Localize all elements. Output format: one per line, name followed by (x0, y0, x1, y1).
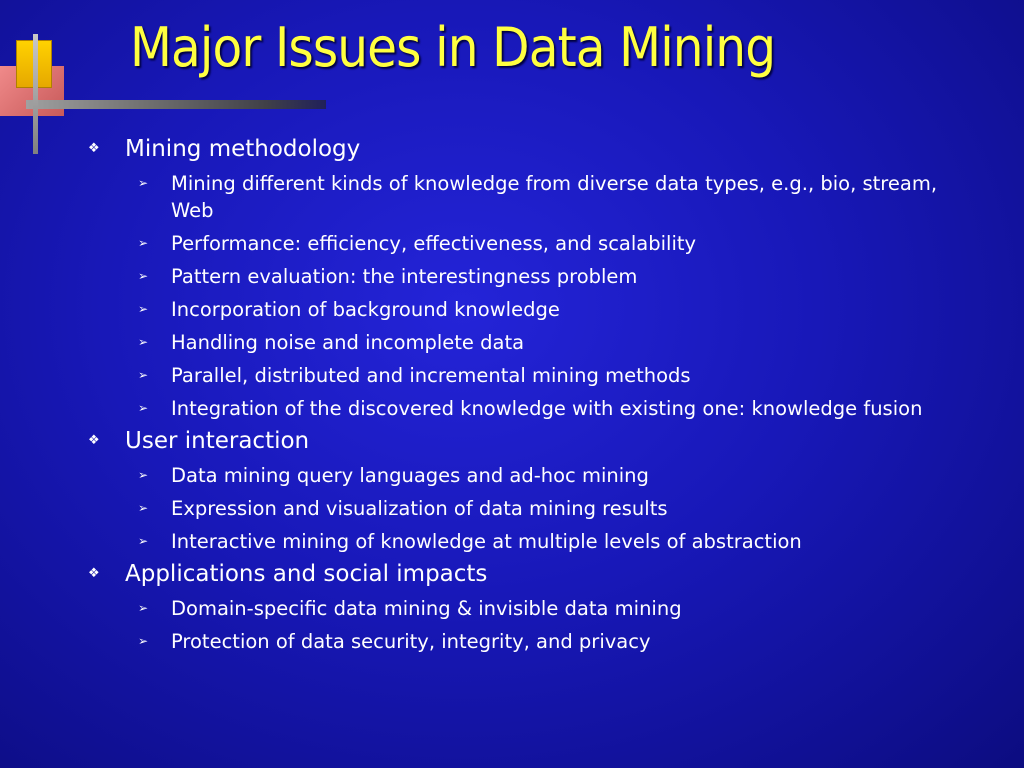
list-item (0, 362, 1024, 389)
arrow-bullet-icon: ➢ (138, 401, 149, 415)
list-item (0, 395, 1024, 422)
list-item-text: Domain-specific data mining & invisible data mining (171, 597, 682, 620)
diamond-bullet-icon: ❖ (88, 566, 100, 581)
title-underline-bar (26, 100, 326, 109)
diamond-bullet-icon: ❖ (88, 141, 100, 156)
list-item (0, 170, 1024, 224)
list-item (0, 462, 1024, 489)
section-heading (0, 134, 1024, 164)
list-item-text: Data mining query languages and ad-hoc mining (171, 464, 649, 487)
list-item-text: Performance: efficiency, effectiveness, and scalability (171, 232, 697, 255)
arrow-bullet-icon: ➢ (138, 335, 149, 349)
list-item-text: Parallel, distributed and incremental mining methods (171, 364, 691, 387)
arrow-bullet-icon: ➢ (138, 534, 149, 548)
list-item-text: Protection of data security, integrity, and privacy (171, 630, 651, 653)
list-item (0, 329, 1024, 356)
slide-title: Major Issues in Data Mining (130, 16, 776, 79)
list-item (0, 595, 1024, 622)
diamond-bullet-icon: ❖ (88, 433, 100, 448)
arrow-bullet-icon: ➢ (138, 368, 149, 382)
arrow-bullet-icon: ➢ (138, 601, 149, 615)
arrow-bullet-icon: ➢ (138, 634, 149, 648)
arrow-bullet-icon: ➢ (138, 176, 149, 190)
list-item-text: Interactive mining of knowledge at multiple levels of abstraction (171, 530, 802, 553)
arrow-bullet-icon: ➢ (138, 302, 149, 316)
section-heading-text: Applications and social impacts (125, 561, 488, 587)
section-heading (0, 426, 1024, 456)
list-item (0, 263, 1024, 290)
list-item (0, 296, 1024, 323)
arrow-bullet-icon: ➢ (138, 468, 149, 482)
list-item (0, 628, 1024, 655)
list-item-text: Pattern evaluation: the interestingness problem (171, 265, 638, 288)
list-item-text: Handling noise and incomplete data (171, 331, 525, 354)
list-item (0, 528, 1024, 555)
list-item (0, 230, 1024, 257)
section-heading (0, 559, 1024, 589)
slide-content (0, 130, 1024, 655)
list-item-text: Expression and visualization of data mining results (171, 497, 668, 520)
arrow-bullet-icon: ➢ (138, 501, 149, 515)
list-item-text: Incorporation of background knowledge (171, 298, 560, 321)
section-heading-text: User interaction (125, 428, 310, 454)
list-item-text: Mining different kinds of knowledge from diverse data types, e.g., bio, stream, Web (171, 172, 938, 222)
list-item (0, 495, 1024, 522)
arrow-bullet-icon: ➢ (138, 236, 149, 250)
arrow-bullet-icon: ➢ (138, 269, 149, 283)
section-heading-text: Mining methodology (125, 136, 361, 162)
list-item-text: Integration of the discovered knowledge with existing one: knowledge fusion (171, 397, 923, 420)
